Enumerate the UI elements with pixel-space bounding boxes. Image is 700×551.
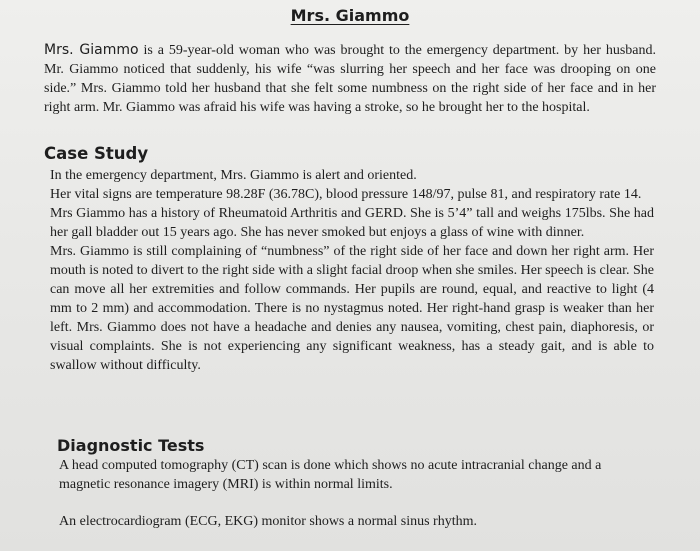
page-title: Mrs. Giammo (290, 6, 410, 25)
case-study-body (50, 166, 654, 375)
case-paragraph-history: Mrs Giammo has a history of Rheumatoid Arthritis and GERD. She is 5’4” tall and weighs 175lbs. She had her gall bladder out 15 years ago. She has never smoked but enjoys a glass of wine with dinner. (50, 206, 654, 240)
diagnostic-tests-heading: Diagnostic Tests (57, 436, 205, 455)
intro-paragraph (44, 41, 656, 117)
diagnostic-ecg: An electrocardiogram (ECG, EKG) monitor shows a normal sinus rhythm. (59, 514, 477, 529)
diagnostic-ct-mri: A head computed tomography (CT) scan is done which shows no acute intracranial change and a magnetic resonance imagery (MRI) is within normal limits. (59, 458, 602, 492)
case-paragraph-vitals: Her vital signs are temperature 98.28F (36.78C), blood pressure 148/97, pulse 81, and respiratory rate 14. (50, 187, 642, 202)
intro-lead-name: Mrs. Giammo (44, 42, 139, 58)
intro-text: is a 59-year-old woman who was brought to the emergency department. by her husband. Mr. Giammo noticed that suddenly, his wife “was slurring her speech and her face was drooping on one side.” Mrs. Giammo told her husband that she felt some numbness on the right side of her face and in her right arm. Mr. Giammo was afraid his wife was having a stroke, so he brought her to the hospital. (44, 43, 657, 115)
case-paragraph-symptoms: Mrs. Giammo is still complaining of “numbness” of the right side of her face and down her right arm. Her mouth is noted to divert to the right side with a slight facial droop when she smiles. Her speech is clear. She can move all her extremities and follow commands. Her pupils are round, equal, and reactive to light (4 mm to 2 mm) and accommodation. There is no nystagmus noted. Her right-hand grasp is weaker than her left. Mrs. Giammo does not have a headache and denies any nausea, vomiting, chest pain, diaphoresis, or visual complaints. She is not experiencing any significant weakness, has a steady gait, and is able to swallow without difficulty. (50, 244, 654, 373)
case-paragraph-orientation: In the emergency department, Mrs. Giammo is alert and oriented. (50, 168, 417, 183)
case-study-heading: Case Study (44, 144, 149, 163)
